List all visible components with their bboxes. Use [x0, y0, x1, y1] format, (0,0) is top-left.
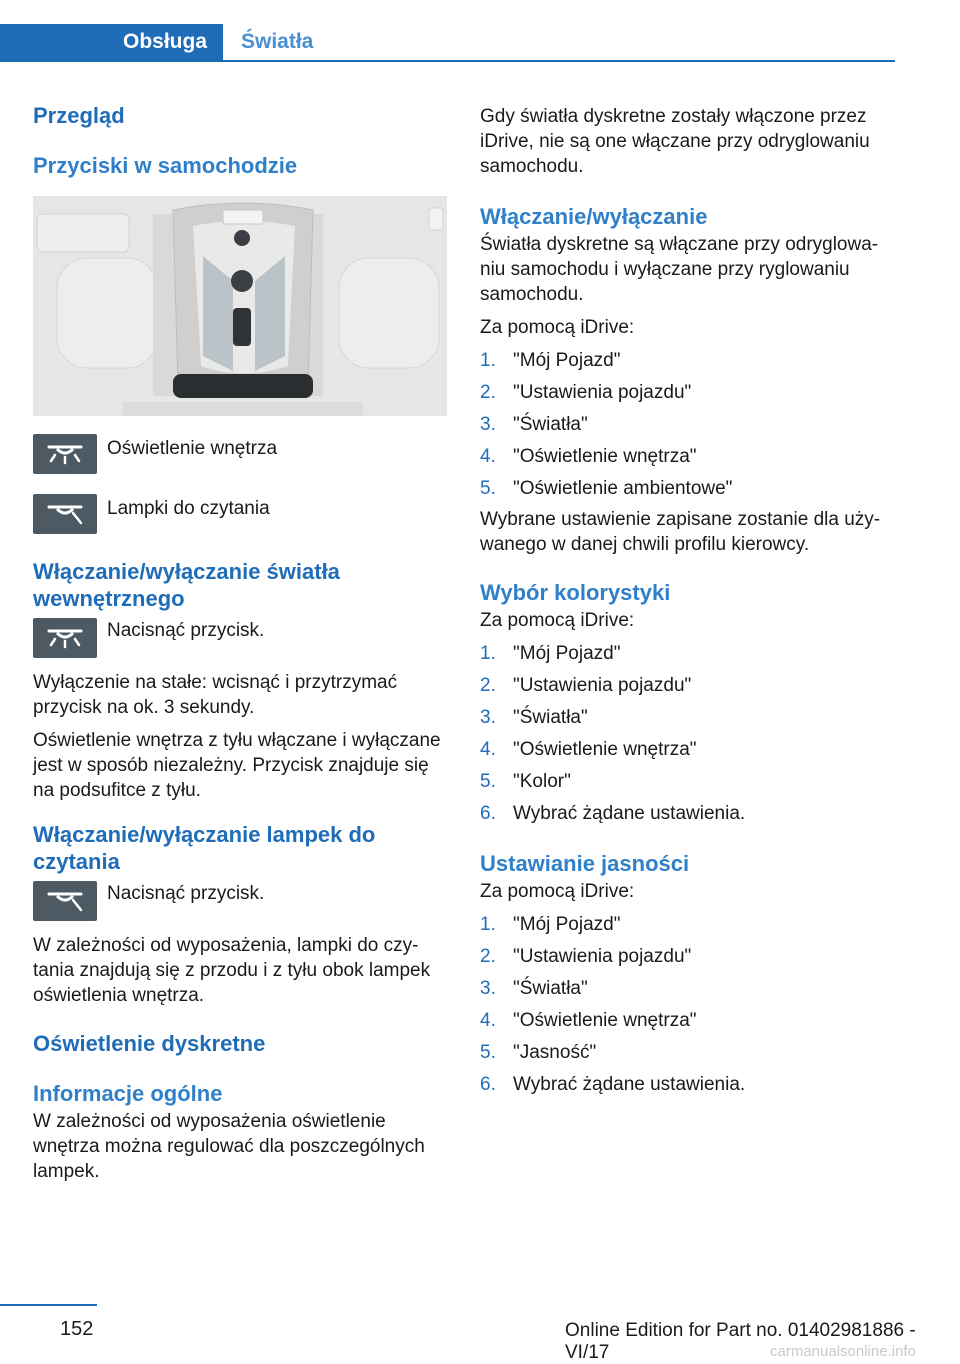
left-column	[33, 96, 447, 1184]
list-item	[480, 673, 895, 698]
list-item	[480, 1008, 895, 1033]
interior-light-label: Oświetlenie wnętrza	[107, 438, 278, 459]
tab-obsluga[interactable]	[0, 24, 223, 60]
list-item-number: 2.	[480, 675, 496, 696]
via-idrive-1: Za pomocą iDrive:	[480, 317, 635, 338]
list-item	[480, 444, 895, 469]
list-item	[480, 476, 895, 501]
list-item	[480, 976, 895, 1001]
icon-row-press-2	[33, 881, 447, 921]
reading-light-icon	[33, 494, 97, 534]
idrive-steps-brightness	[480, 912, 895, 1097]
list-item-number: 6.	[480, 1074, 496, 1095]
list-item-number: 1.	[480, 914, 496, 935]
icon-row-reading	[33, 494, 447, 534]
icon-row-press-1	[33, 618, 447, 658]
list-item-text: "Światła"	[513, 978, 588, 999]
list-item	[480, 912, 895, 937]
list-item-number: 1.	[480, 643, 496, 664]
list-item-text: "Ustawienia pojazdu"	[513, 675, 692, 696]
list-item-text: Wybrać żądane ustawienia.	[513, 803, 746, 824]
list-item	[480, 641, 895, 666]
list-item-number: 2.	[480, 946, 496, 967]
para-idrive-note: Gdy światła dyskretne zostały włączone przez iDrive, nie są one włączane przy odryglowaniu samochodu.	[480, 106, 870, 177]
tab-swiatla-label: Światła	[241, 30, 314, 53]
list-item	[480, 737, 895, 762]
list-item-number: 4.	[480, 739, 496, 760]
list-item-number: 6.	[480, 803, 496, 824]
list-item-number: 4.	[480, 1010, 496, 1031]
via-idrive-2: Za pomocą iDrive:	[480, 610, 635, 631]
list-item-number: 3.	[480, 707, 496, 728]
icon-row-interior	[33, 434, 447, 474]
list-item-number: 2.	[480, 382, 496, 403]
list-item-text: Wybrać żądane ustawienia.	[513, 1074, 746, 1095]
section-title-brightness: Ustawianie jasności	[480, 851, 690, 876]
header-bar	[0, 0, 895, 62]
section-title-overview: Przegląd	[33, 103, 125, 128]
list-item-text: "Oświetlenie wnętrza"	[513, 739, 697, 760]
list-item-text: "Oświetlenie ambientowe"	[513, 478, 733, 499]
page-number: 152	[60, 1318, 94, 1340]
ceiling-console-image	[33, 196, 447, 416]
list-item-text: "Kolor"	[513, 771, 571, 792]
list-item-text: "Światła"	[513, 414, 588, 435]
list-item-text: "Oświetlenie wnętrza"	[513, 1010, 697, 1031]
section-title-color: Wybór kolorystyki	[480, 580, 671, 605]
para-saved: Wybrane ustawienie zapisane zostanie dla używanego w danej chwili profilu kierowcy.	[480, 509, 881, 555]
list-item-number: 5.	[480, 1042, 496, 1063]
section-title-buttons: Przyciski w samochodzie	[33, 153, 298, 178]
tab-obsluga-label: Obsługa	[122, 30, 207, 53]
list-item-number: 5.	[480, 478, 496, 499]
list-item-text: "Mój Pojazd"	[513, 350, 621, 371]
tab-swiatla[interactable]	[241, 24, 313, 60]
right-column	[480, 104, 895, 1097]
list-item	[480, 380, 895, 405]
section-title-on-off: Włączanie/wyłączanie	[480, 204, 708, 229]
list-item	[480, 705, 895, 730]
via-idrive-3: Za pomocą iDrive:	[480, 881, 635, 902]
interior-light-icon	[33, 618, 97, 658]
list-item	[480, 769, 895, 794]
list-item-number: 3.	[480, 414, 496, 435]
section-title-switch-interior: Włączanie/wyłączanie światła wewnętrznego	[33, 559, 340, 611]
reading-light-label: Lampki do czytania	[107, 498, 270, 519]
footer-rule	[0, 1304, 97, 1306]
list-item	[480, 1072, 895, 1097]
idrive-steps-color	[480, 641, 895, 826]
list-item-text: "Ustawienia pojazdu"	[513, 382, 692, 403]
list-item-number: 3.	[480, 978, 496, 999]
para-reading-location: W zależności od wyposażenia, lampki do czytania znajdują się z przodu i z tyłu obok lampek oświetlenia wnętrza.	[33, 935, 431, 1006]
para-off-permanently: Wyłączenie na stałe: wcisnąć i przytrzymać przycisk na ok. 3 sekundy.	[33, 672, 398, 718]
list-item-text: "Mój Pojazd"	[513, 914, 621, 935]
para-on-off: Światła dyskretne są włączane przy odryglowaniu samochodu i wyłączane przy ryglowaniu samochodu.	[480, 234, 879, 305]
ceiling-console-illustration	[33, 196, 447, 416]
section-title-switch-reading: Włączanie/wyłączanie lampek do czytania	[33, 822, 376, 874]
idrive-steps-ambient	[480, 348, 895, 501]
watermark: carmanualsonline.info	[770, 1343, 916, 1360]
list-item-text: "Mój Pojazd"	[513, 643, 621, 664]
interior-light-icon	[33, 434, 97, 474]
section-title-discreet: Oświetlenie dyskretne	[33, 1031, 266, 1056]
list-item-text: "Oświetlenie wnętrza"	[513, 446, 697, 467]
list-item-number: 5.	[480, 771, 496, 792]
section-title-general: Informacje ogólne	[33, 1081, 223, 1106]
list-item	[480, 348, 895, 373]
list-item-number: 1.	[480, 350, 496, 371]
press-button-text-1: Nacisnąć przycisk.	[107, 620, 265, 641]
list-item-number: 4.	[480, 446, 496, 467]
para-general: W zależności od wyposażenia oświetlenie wnętrza można regulować dla poszczególnych lampek.	[33, 1111, 425, 1182]
para-rear-light: Oświetlenie wnętrza z tyłu włączane i wyłączane jest w sposób niezależny. Przycisk znajduje się na podsufitce z tyłu.	[33, 730, 441, 801]
list-item-text: "Jasność"	[513, 1042, 597, 1063]
list-item	[480, 944, 895, 969]
reading-light-icon	[33, 881, 97, 921]
list-item	[480, 1040, 895, 1065]
list-item-text: "Światła"	[513, 707, 588, 728]
edition-text: Online Edition for Part no. 01402981886 - VI/17	[565, 1320, 916, 1363]
list-item	[480, 801, 895, 826]
press-button-text-2: Nacisnąć przycisk.	[107, 883, 265, 904]
list-item-text: "Ustawienia pojazdu"	[513, 946, 692, 967]
list-item	[480, 412, 895, 437]
